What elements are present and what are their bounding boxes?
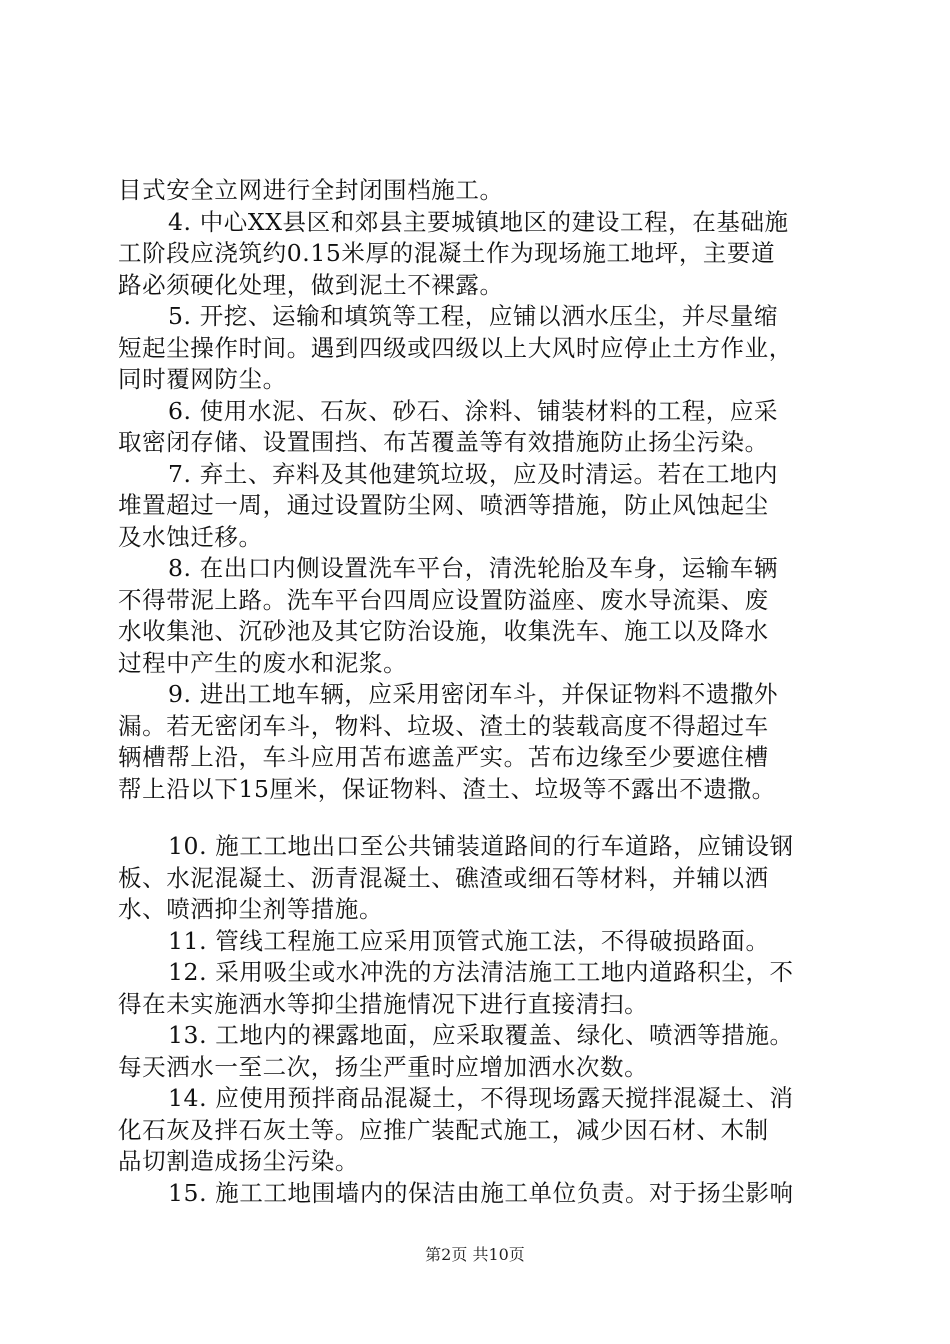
- text-line: 5. 开挖、运输和填筑等工程，应铺以洒水压尘，并尽量缩: [168, 302, 779, 330]
- text-line: 4. 中心XX县区和郊县主要城镇地区的建设工程，在基础施: [168, 207, 789, 236]
- text-line: 每天洒水一至二次，扬尘严重时应增加洒水次数。: [118, 1052, 649, 1081]
- text-line: 堆置超过一周，通过设置防尘网、喷洒等措施，防止风蚀起尘: [118, 491, 769, 519]
- text-line: 15. 施工工地围墙内的保洁由施工单位负责。对于扬尘影响: [168, 1178, 794, 1207]
- text-line: 帮上沿以下15厘米，保证物料、渣土、垃圾等不露出不遗撒。: [118, 774, 776, 803]
- text-line: 得在未实施洒水等抑尘措施情况下进行直接清扫。: [118, 989, 649, 1018]
- text-line: 路必须硬化处理，做到泥土不裸露。: [118, 270, 504, 299]
- text-line: 目式安全立网进行全封闭围档施工。: [118, 176, 504, 204]
- text-line: 品切割造成扬尘污染。: [118, 1147, 359, 1175]
- text-line: 10. 施工工地出口至公共铺装道路间的行车道路，应铺设钢: [168, 832, 794, 860]
- text-line: 同时覆网防尘。: [118, 365, 287, 393]
- text-line: 短起尘操作时间。遇到四级或四级以上大风时应停止土方作业，: [118, 333, 793, 362]
- text-line: 8. 在出口内侧设置洗车平台，清洗轮胎及车身，运输车辆: [168, 554, 779, 582]
- text-line: 11. 管线工程施工应采用顶管式施工法，不得破损路面。: [168, 926, 770, 955]
- text-line: 7. 弃土、弃料及其他建筑垃圾，应及时清运。若在工地内: [168, 459, 779, 488]
- text-line: 板、水泥混凝土、沥青混凝土、礁渣或细石等材料，并辅以洒: [118, 863, 769, 892]
- text-line: 取密闭存储、设置围挡、布苫覆盖等有效措施防止扬尘污染。: [118, 428, 769, 456]
- text-line: 9. 进出工地车辆，应采用密闭车斗，并保证物料不遗撒外: [168, 680, 779, 708]
- text-line: 工阶段应浇筑约0.15米厚的混凝土作为现场施工地坪，主要道: [118, 239, 776, 267]
- text-line: 化石灰及拌石灰土等。应推广装配式施工，减少因石材、木制: [118, 1115, 769, 1144]
- text-line: 漏。若无密闭车斗，物料、垃圾、渣土的装载高度不得超过车: [118, 711, 769, 740]
- text-line: 水、喷洒抑尘剂等措施。: [118, 895, 384, 923]
- text-line: 辆槽帮上沿，车斗应用苫布遮盖严实。苫布边缘至少要遮住槽: [118, 743, 769, 771]
- text-line: 及水蚀迁移。: [118, 522, 263, 551]
- page-number-footer: 第2页 共10页: [425, 1245, 525, 1264]
- text-line: 6. 使用水泥、石灰、砂石、涂料、铺装材料的工程，应采: [168, 396, 779, 425]
- text-line: 13. 工地内的裸露地面，应采取覆盖、绿化、喷洒等措施。: [168, 1021, 794, 1049]
- text-line: 水收集池、沉砂池及其它防治设施，收集洗车、施工以及降水: [118, 617, 769, 645]
- text-line: 14. 应使用预拌商品混凝土，不得现场露天搅拌混凝土、消: [168, 1084, 794, 1112]
- text-line: 过程中产生的废水和泥浆。: [118, 648, 408, 677]
- text-line: 不得带泥上路。洗车平台四周应设置防溢座、废水导流渠、废: [118, 585, 769, 614]
- document-body: [118, 175, 838, 1209]
- text-line: 12. 采用吸尘或水冲洗的方法清洁施工工地内道路积尘，不: [168, 958, 794, 986]
- paragraph-gap: [118, 805, 838, 831]
